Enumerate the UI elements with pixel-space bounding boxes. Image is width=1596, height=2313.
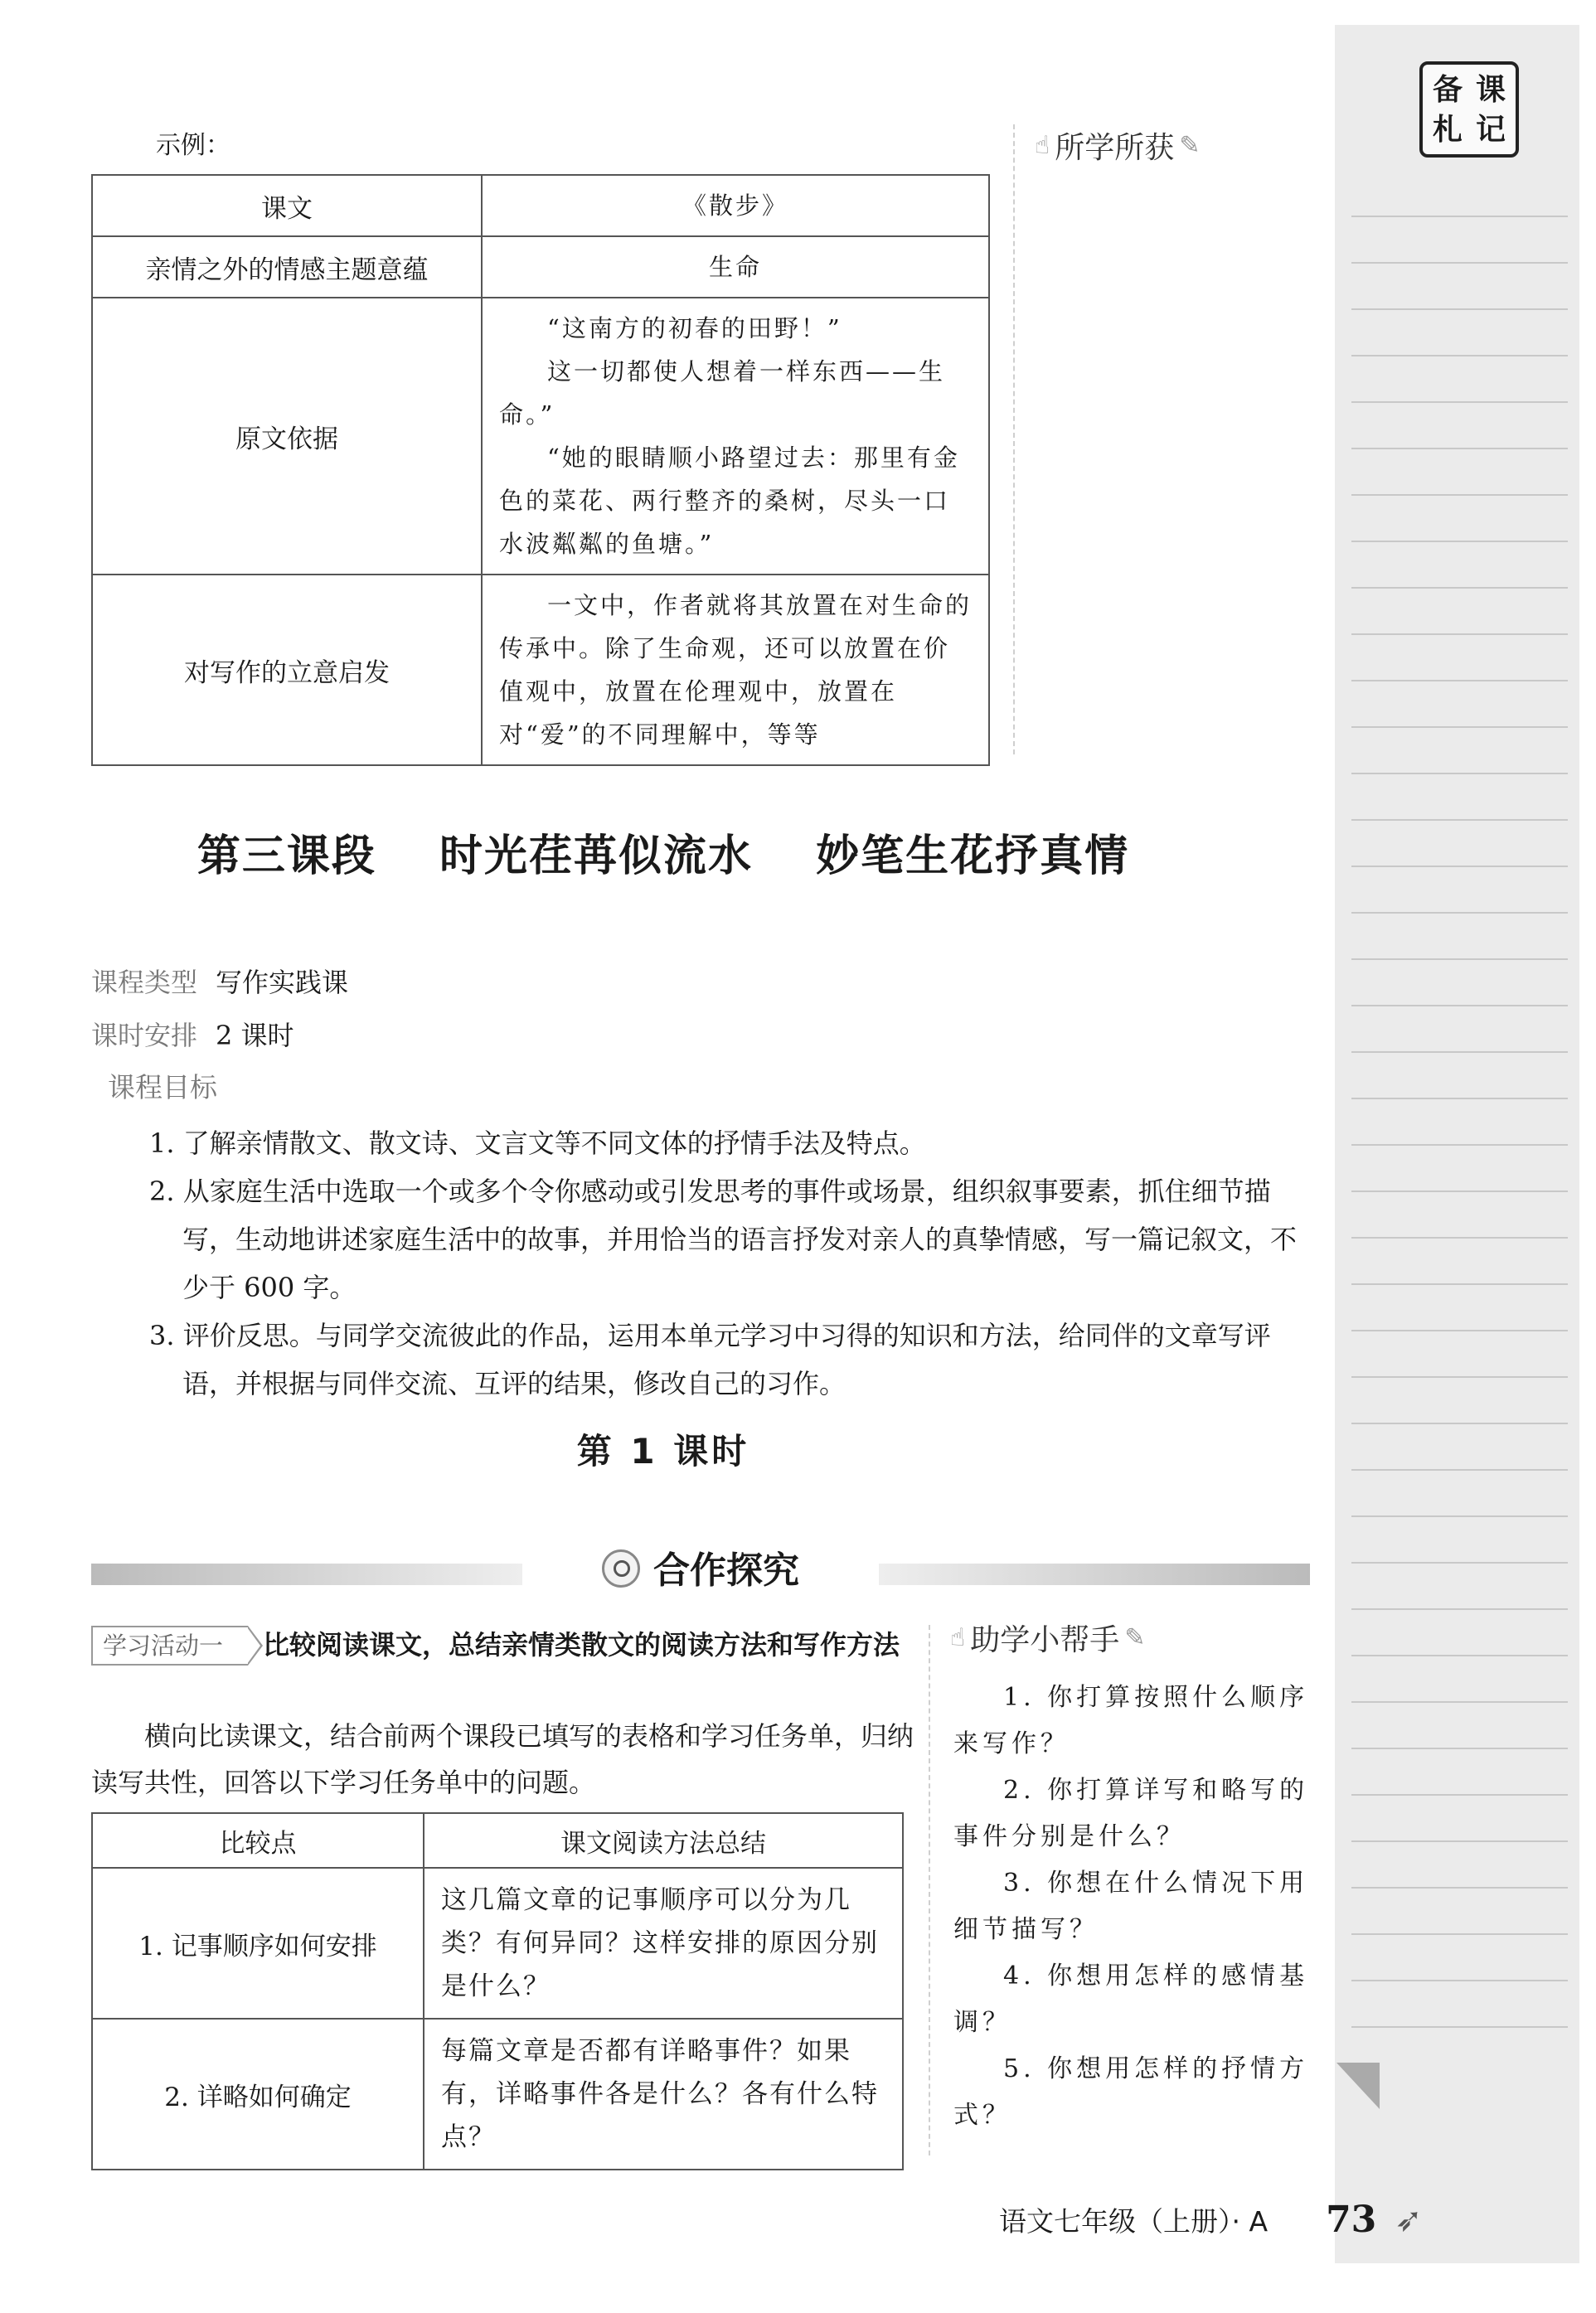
activity-intro: 横向比读课文，结合前两个课段已填写的表格和学习任务单，归纳读写共性，回答以下学习任务单中的问题。 (91, 1720, 914, 1798)
helper-item: 2. 你打算详写和略写的事件分别是什么？ (953, 1776, 1309, 1851)
course-type (91, 962, 348, 1000)
book-title: 语文七年级（上册）· A (999, 2205, 1269, 2238)
note-rule-line (1351, 1469, 1568, 1471)
note-rule-line (1351, 1330, 1568, 1331)
table-cell: 每篇文章是否都有详略事件？如果有，详略事件各是什么？各有什么特点？ (424, 2019, 903, 2170)
meta-value: 写作实践课 (216, 967, 349, 998)
pen-icon: ✎ (1124, 1623, 1146, 1652)
side-head-gains (1035, 124, 1200, 167)
activity-heading (91, 1622, 920, 1668)
note-rule-line (1351, 912, 1568, 914)
note-rule-line (1351, 958, 1568, 960)
note-rule-line (1351, 1933, 1568, 1935)
note-rule-line (1351, 1098, 1568, 1099)
compare-table (91, 1812, 904, 2170)
banner-title-wrap (91, 1540, 1310, 1593)
note-rule-line (1351, 1980, 1568, 1981)
note-rule-line (1351, 1051, 1568, 1053)
note-rule-line (1351, 216, 1568, 217)
note-rule-line (1351, 1655, 1568, 1656)
table-cell: 1. 记事顺序如何安排 (92, 1868, 424, 2019)
table-cell: 亲情之外的情感主题意蕴 (92, 236, 482, 298)
side-head-label: 助学小帮手 (970, 1623, 1120, 1657)
note-rule-line (1351, 633, 1568, 635)
note-rule-line (1351, 1237, 1568, 1239)
page-footer (999, 2199, 1423, 2241)
section-banner (91, 1527, 1310, 1610)
meta-key: 课程类型 (91, 967, 198, 998)
goals-heading: 课程目标 (108, 1071, 217, 1103)
corner-triangle-icon (1336, 2063, 1380, 2109)
insight-text: 一文中，作者就将其放置在对生命的传承中。除了生命观，还可以放置在价值观中，放置在伦理观中，放置在对“爱”的不同理解中，等等 (499, 591, 973, 749)
activity-title: 比较阅读课文，总结亲情类散文的阅读方法和写作方法 (263, 1629, 900, 1661)
table-cell: 课文 (92, 175, 482, 236)
section-title (0, 821, 1327, 883)
note-rule-line (1351, 1794, 1568, 1796)
side-head-label: 所学所获 (1055, 131, 1175, 165)
quote-line: “这南方的初春的田野！” (547, 314, 842, 342)
note-rule-line (1351, 773, 1568, 774)
bird-icon: ➶ (1395, 2200, 1423, 2239)
notes-column (1335, 25, 1579, 2263)
note-rule-line (1351, 1515, 1568, 1517)
note-rule-line (1351, 1376, 1568, 1378)
thumb-icon: ☝ (950, 1623, 966, 1652)
helper-item: 4. 你想用怎样的感情基调？ (953, 1961, 1309, 2037)
note-rule-line (1351, 401, 1568, 403)
column-divider (929, 1625, 930, 2155)
quote-line: “她的眼睛顺小路望过去：那里有金色的菜花、两行整齐的桑树，尽头一口水波粼粼的鱼塘。” (499, 444, 960, 558)
column-divider (1013, 124, 1015, 754)
magnifier-icon (602, 1549, 640, 1588)
table-row (92, 2019, 903, 2170)
column-header: 比较点 (92, 1813, 424, 1868)
note-rule-line (1351, 1562, 1568, 1564)
page-number: 73 (1326, 2199, 1377, 2241)
table-row (92, 236, 989, 298)
note-rule-line (1351, 2026, 1568, 2028)
helper-list (953, 1675, 1318, 2139)
note-rule-line (1351, 355, 1568, 356)
section-title-part: 时光荏苒似流水 (439, 832, 753, 881)
note-rule-line (1351, 587, 1568, 589)
goal-item: 2. 从家庭生活中选取一个或多个令你感动或引发思考的事件或场景，组织叙事要素，抓住细节描写，生动地讲述家庭生活中的故事，并用恰当的语言抒发对亲人的真挚情感，写一篇记叙文，不少于 600 字。 (149, 1176, 1298, 1303)
lesson-title: 第 1 课时 (576, 1431, 750, 1472)
goals-list (149, 1119, 1310, 1408)
thumb-icon: ☝ (1035, 131, 1050, 160)
note-rule-line (1351, 448, 1568, 449)
badge-char: 课 (1475, 72, 1506, 107)
note-rule-line (1351, 866, 1568, 867)
goal-item: 1. 了解亲情散文、散文诗、文言文等不同文体的抒情手法及特点。 (149, 1127, 926, 1159)
helper-item: 1. 你打算按照什么顺序来写作？ (953, 1683, 1309, 1758)
table-cell (482, 575, 989, 765)
goal-item: 3. 评价反思。与同学交流彼此的作品，运用本单元学习中习得的知识和方法，给同伴的文章写评语，并根据与同伴交流、互评的结果，修改自己的习作。 (149, 1320, 1271, 1399)
table-header-row (92, 1813, 903, 1868)
note-rule-line (1351, 726, 1568, 728)
section-title-part: 妙笔生花抒真情 (816, 832, 1130, 881)
table-row (92, 575, 989, 765)
note-rule-line (1351, 1283, 1568, 1285)
meta-value: 2 课时 (216, 1020, 294, 1051)
note-rule-line (1351, 1701, 1568, 1703)
example-label: 示例： (156, 131, 230, 160)
table-row (92, 1868, 903, 2019)
meta-key: 课时安排 (91, 1020, 198, 1051)
table-cell: 2. 详略如何确定 (92, 2019, 424, 2170)
banner-title: 合作探究 (653, 1549, 799, 1592)
course-hours (91, 1015, 294, 1053)
badge-char: 札 (1432, 112, 1463, 147)
table-cell: 原文依据 (92, 298, 482, 575)
note-rule-line (1351, 1144, 1568, 1146)
table-cell (482, 298, 989, 575)
note-rule-line (1351, 680, 1568, 681)
activity-tag: 学习活动一 (91, 1626, 248, 1666)
note-rule-line (1351, 1840, 1568, 1842)
note-rule-line (1351, 1423, 1568, 1424)
example-table (91, 174, 990, 766)
note-rule-line (1351, 308, 1568, 310)
note-rule-line (1351, 1887, 1568, 1889)
side-head-helper (950, 1617, 1145, 1659)
table-cell: 生命 (482, 236, 989, 298)
note-rule-line (1351, 541, 1568, 542)
note-rule-line (1351, 1190, 1568, 1192)
badge-char: 记 (1475, 112, 1506, 147)
table-row (92, 298, 989, 575)
quote-line: 这一切都使人想着一样东西——生命。” (499, 357, 946, 429)
note-rule-line (1351, 262, 1568, 264)
notes-badge (1419, 61, 1519, 158)
table-row (92, 175, 989, 236)
badge-char: 备 (1432, 72, 1463, 107)
table-cell: 这几篇文章的记事顺序可以分为几类？有何异同？这样安排的原因分别是什么？ (424, 1868, 903, 2019)
note-rule-line (1351, 819, 1568, 821)
table-cell: 《散步》 (482, 175, 989, 236)
section-title-part: 第三课段 (196, 832, 376, 881)
column-header: 课文阅读方法总结 (424, 1813, 903, 1868)
note-rule-line (1351, 1748, 1568, 1749)
table-cell: 对写作的立意启发 (92, 575, 482, 765)
helper-item: 5. 你想用怎样的抒情方式？ (953, 2054, 1309, 2130)
pen-icon: ✎ (1179, 131, 1201, 160)
note-rule-line (1351, 1005, 1568, 1006)
note-rule-line (1351, 494, 1568, 496)
helper-item: 3. 你想在什么情况下用细节描写？ (953, 1869, 1309, 1944)
note-rule-line (1351, 1608, 1568, 1610)
